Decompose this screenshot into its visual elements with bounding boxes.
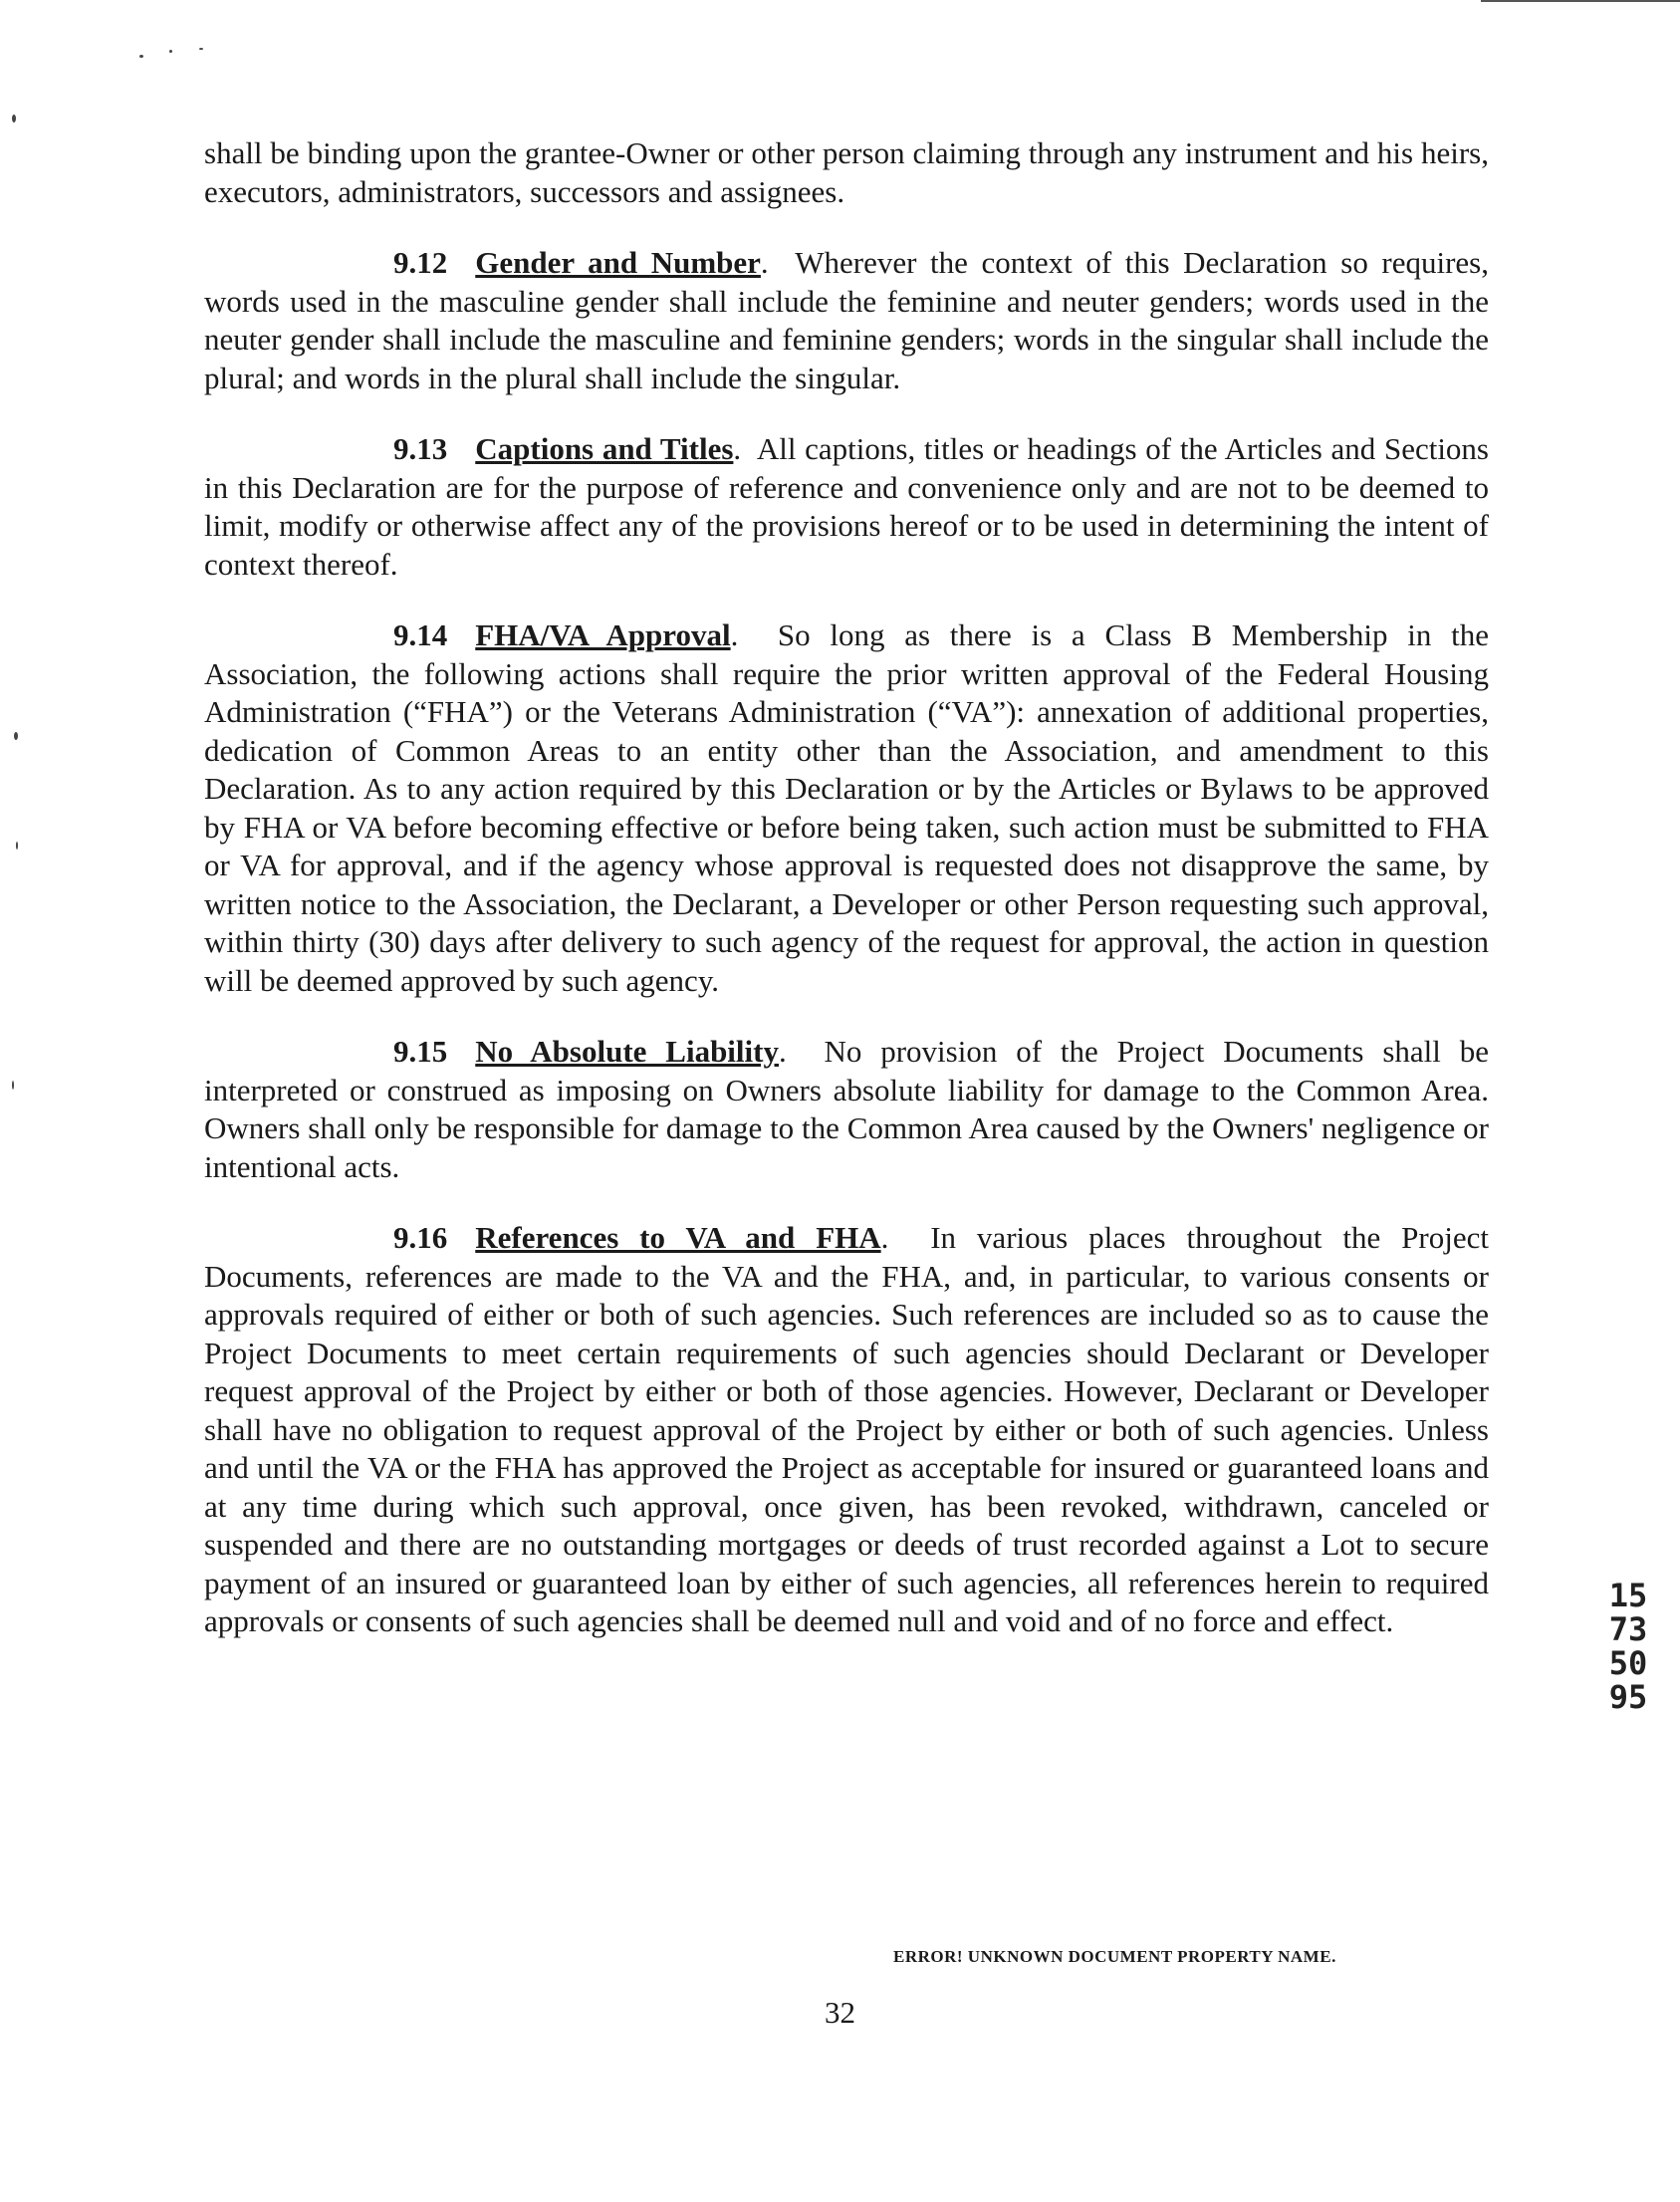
- section-9-12: 9.12 Gender and Number. Wherever the context of this Declaration so requires, words used in the masculine gender shall include the feminine and neuter genders; words used in the neuter gender shall include the masculine and feminine genders; words in the singular shall include the plural; and words in the plural shall include the singular.: [204, 245, 1489, 395]
- section-9-13: 9.13 Captions and Titles. All captions, titles or headings of the Articles and Sections in this Declaration are for the purpose of reference and convenience only and are not to be deemed to limit, modify or otherwise affect any of the provisions hereof or to be used in determining the intent of context thereof.: [204, 431, 1489, 582]
- section-9-14: 9.14 FHA/VA Approval. So long as there is a Class B Membership in the Association, the following actions shall require the prior written approval of the Federal Housing Administration (“FHA”) or the Veterans Administration (“VA”): annexation of additional properties, dedication of Common Areas to an entity other than the Association, and amendment to this Declaration. As to any action required by this Declaration or by the Articles or Bylaws to be approved by FHA or VA before becoming effective or before being taken, such action must be submitted to FHA or VA for approval, and if the agency whose approval is requested does not disapprove the same, by written notice to the Association, the Declarant, a Developer or other Person requesting such approval, within thirty (30) days after delivery to such agency of the request for approval, the action in question will be deemed approved by such agency.: [204, 617, 1489, 998]
- scan-speck: [12, 1081, 14, 1090]
- section-number: 9.16: [393, 1220, 448, 1255]
- scan-speck: [14, 732, 18, 740]
- section-body: In various places throughout the Project Documents, references are made to the VA and the FHA, and, in particular, to various consents or approvals required of either or both of such agencies. Such references are included so as to cause the Project Documents to meet certain requirements of such agencies should Declarant or Developer request approval of the Project by either or both of those agencies. However, Declarant or Developer shall have no obligation to request approval of the Project by either or both of such agencies. Unless and until the VA or the FHA has approved the Project as acceptable for insured or guaranteed loans and at any time during which such approval, once given, has been revoked, withdrawn, canceled or suspended and there are no outstanding mortgages or deeds of trust recorded against a Lot to secure payment of an insured or guaranteed loan by either of such agencies, all references herein to required approvals or consents of such agencies shall be deemed null and void and of no force and effect.: [204, 1220, 1489, 1638]
- scan-speck: [139, 55, 143, 58]
- scan-speck: [199, 48, 203, 50]
- section-number: 9.13: [393, 431, 448, 466]
- footer-property-error: ERROR! UNKNOWN DOCUMENT PROPERTY NAME.: [893, 1947, 1336, 1966]
- section-body: Wherever the context of this Declaration so requires, words used in the masculine gender shall include the feminine and neuter genders; words used in the neuter gender shall include the masculine and feminine genders; words in the singular shall include the plural; and words in the plural shall include the singular.: [204, 245, 1489, 395]
- section-heading: Captions and Titles: [475, 431, 734, 466]
- page-number: 32: [825, 1995, 855, 2030]
- section-heading: References to VA and FHA: [475, 1220, 881, 1255]
- section-heading: FHA/VA Approval: [475, 617, 731, 652]
- section-number: 9.14: [393, 617, 448, 652]
- document-body: [204, 134, 1489, 1674]
- top-edge-rule: [1481, 0, 1680, 2]
- section-number: 9.12: [393, 245, 448, 280]
- scan-speck: [12, 115, 16, 122]
- section-body: No provision of the Project Documents shall be interpreted or construed as imposing on Owners absolute liability for damage to the Common Area. Owners shall only be responsible for damage to the Common Area caused by the Owners' negligence or intentional acts.: [204, 1034, 1490, 1184]
- opening-paragraph: shall be binding upon the grantee-Owner or other person claiming through any instrument and his heirs, executors, administrators, successors and assignees.: [204, 135, 1489, 209]
- section-heading: No Absolute Liability: [475, 1034, 779, 1069]
- margin-recording-stamp: 1573 5095: [1608, 1577, 1648, 1716]
- section-heading: Gender and Number: [475, 245, 761, 280]
- section-9-15: 9.15 No Absolute Liability. No provision of the Project Documents shall be interpreted or construed as imposing on Owners absolute liability for damage to the Common Area. Owners shall only be responsible for damage to the Common Area caused by the Owners' negligence or intentional acts.: [204, 1034, 1490, 1184]
- section-number: 9.15: [393, 1034, 448, 1069]
- section-body: So long as there is a Class B Membership in the Association, the following actions shall require the prior written approval of the Federal Housing Administration (“FHA”) or the Veterans Administration (“VA”): annexation of additional properties, dedication of Common Areas to an entity other than the Association, and amendment to this Declaration. As to any action required by this Declaration or by the Articles or Bylaws to be approved by FHA or VA before becoming effective or before being taken, such action must be submitted to FHA or VA for approval, and if the agency whose approval is requested does not disapprove the same, by written notice to the Association, the Declarant, a Developer or other Person requesting such approval, within thirty (30) days after delivery to such agency of the request for approval, the action in question will be deemed approved by such agency.: [204, 617, 1489, 998]
- section-9-16: 9.16 References to VA and FHA. In various places throughout the Project Documents, references are made to the VA and the FHA, and, in particular, to various consents or approvals required of either or both of such agencies. Such references are included so as to cause the Project Documents to meet certain requirements of such agencies should Declarant or Developer request approval of the Project by either or both of those agencies. However, Declarant or Developer shall have no obligation to request approval of the Project by either or both of such agencies. Unless and until the VA or the FHA has approved the Project as acceptable for insured or guaranteed loans and at any time during which such approval, once given, has been revoked, withdrawn, canceled or suspended and there are no outstanding mortgages or deeds of trust recorded against a Lot to secure payment of an insured or guaranteed loan by either of such agencies, all references herein to required approvals or consents of such agencies shall be deemed null and void and of no force and effect.: [204, 1220, 1489, 1638]
- scan-speck: [16, 842, 18, 850]
- section-body: All captions, titles or headings of the Articles and Sections in this Declaration are for the purpose of reference and convenience only and are not to be deemed to limit, modify or otherwise affect any of the provisions hereof or to be used in determining the intent of context thereof.: [204, 431, 1489, 582]
- scan-speck: [169, 50, 172, 53]
